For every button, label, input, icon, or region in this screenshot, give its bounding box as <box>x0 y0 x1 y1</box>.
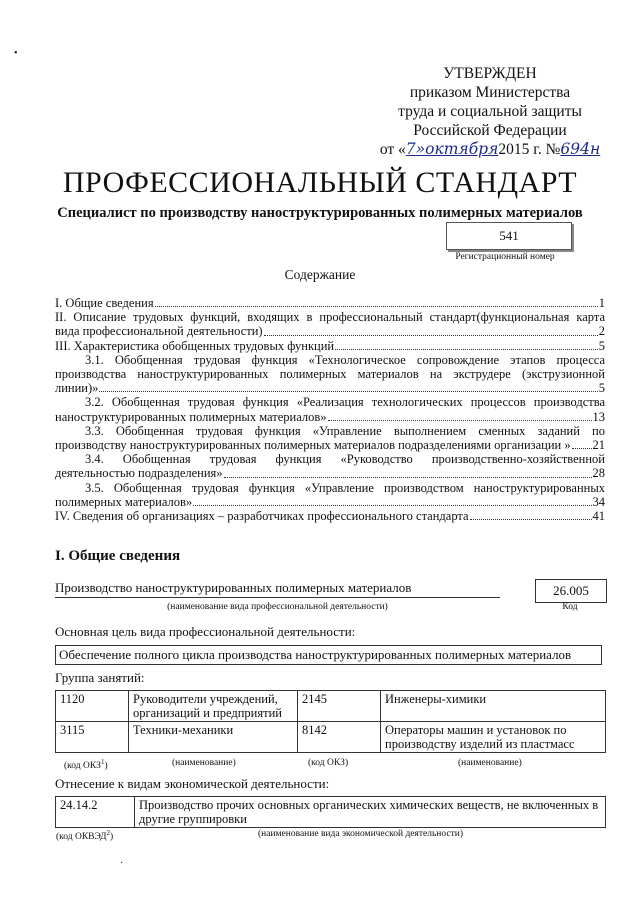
econ-label: Отнесение к видам экономической деятельности: <box>55 776 330 791</box>
toc-item-3-1[interactable]: 3.1. Обобщенная трудовая функция «Технологическое сопровождение этапов процесса производства наноструктурированных полимерных материалов на экструдере (экструзионной линии)» 5 <box>55 352 605 396</box>
footer-mark: · <box>120 858 124 869</box>
econ-activity-table <box>55 796 606 828</box>
group-caption-code2: (код ОКЗ) <box>308 758 349 768</box>
econ-caption-name: (наименование вида экономической деятельности) <box>258 829 463 839</box>
approval-date-line <box>370 140 610 159</box>
group-caption-name: (наименование) <box>172 758 236 768</box>
approval-line-3: труда и социальной защиты <box>398 103 582 120</box>
registration-number-box: 541 <box>446 222 572 250</box>
document-subtitle: Специалист по производству наноструктурированных полимерных материалов <box>57 205 583 221</box>
table-row: 24.14.2 Производство прочих основных органических химических веществ, не включенных в другие группировки <box>56 797 606 828</box>
toc-item-3[interactable]: III. Характеристика обобщенных трудовых функций 5 <box>55 338 605 353</box>
goal-text-box: Обеспечение полного цикла производства наноструктурированных полимерных материалов <box>55 645 602 665</box>
activity-name: Производство наноструктурированных полимерных материалов <box>55 580 500 598</box>
table-row: 3115 Техники-механики 8142 Операторы машин и установок по производству изделий из пластмасс <box>56 722 606 753</box>
goal-label: Основная цель вида профессиональной деятельности: <box>55 624 356 639</box>
group-label: Группа занятий: <box>55 670 145 685</box>
code-caption: Код <box>562 602 578 612</box>
approval-line-4: Российской Федерации <box>413 122 567 139</box>
handwritten-number: 694н <box>560 140 601 158</box>
occupation-group-table <box>55 690 606 753</box>
approval-line-2: приказом Министерства <box>409 84 571 101</box>
activity-caption: (наименование вида профессиональной деятельности) <box>167 602 388 612</box>
group-caption-name2: (наименование) <box>458 758 522 768</box>
approval-line-1: УТВЕРЖДЕН <box>443 65 537 82</box>
table-of-contents <box>55 296 605 523</box>
econ-caption-code: (код ОКВЭД$^2$) <box>56 829 114 843</box>
document-title: ПРОФЕССИОНАЛЬНЫЙ СТАНДАРТ <box>62 166 578 199</box>
toc-item-2[interactable]: II. Описание трудовых функций, входящих в профессиональный стандарт(функциональная карта вида профессиональной деятельности) 2 <box>55 310 605 339</box>
toc-item-3-2[interactable]: 3.2. Обобщенная трудовая функция «Реализация технологических процессов производства наноструктурированных полимерных материалов» 13 <box>55 395 605 424</box>
toc-item-3-4[interactable]: 3.4. Обобщенная трудовая функция «Руководство производственно-хозяйственной деятельностью подразделения» 28 <box>55 452 605 481</box>
toc-item-3-5[interactable]: 3.5. Обобщенная трудовая функция «Управление производством наноструктурированных полимерных материалов» 34 <box>55 480 605 509</box>
corner-mark: • <box>14 48 18 59</box>
toc-heading: Содержание <box>284 267 356 282</box>
approval-block <box>370 64 610 159</box>
handwritten-day: 7 <box>405 140 416 158</box>
toc-item-4[interactable]: IV. Сведения об организациях – разработчиках профессионального стандарта 41 <box>55 509 605 524</box>
date-year: 2015 г. № <box>498 141 561 158</box>
toc-item-1[interactable]: I. Общие сведения 1 <box>55 296 605 310</box>
toc-item-3-3[interactable]: 3.3. Обобщенная трудовая функция «Управление выполнением сменных заданий по производству наноструктурированных полимерных материалов подразделениями организации » 21 <box>55 423 605 453</box>
handwritten-month: »октября <box>415 140 499 158</box>
section-1-title: I. Общие сведения <box>55 548 181 564</box>
date-prefix: от « <box>379 141 406 158</box>
group-caption-code: (код ОКЗ$^1$) <box>64 758 108 772</box>
registration-label: Регистрационный номер <box>455 252 555 262</box>
activity-code-box: 26.005 <box>535 579 607 603</box>
table-row: 1120 Руководители учреждений, организаций и предприятий 2145 Инженеры-химики <box>56 691 606 722</box>
